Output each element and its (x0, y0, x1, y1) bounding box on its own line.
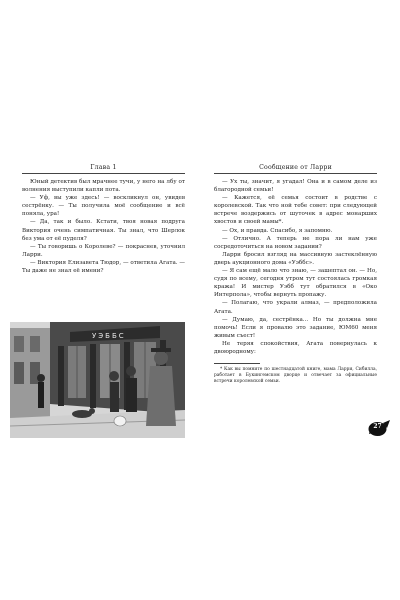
right-paragraph: — Ох, и правда. Спасибо, я запомню. (222, 227, 333, 234)
left-paragraph: — Ты говоришь о Королеве? — покраснев, уточнил Ларри. (22, 243, 185, 258)
left-page (22, 164, 185, 442)
left-running-head: Глава 1 (22, 164, 185, 174)
footnote-divider (214, 363, 260, 364)
shop-sign-text: УЭББС (92, 332, 126, 340)
right-paragraph: Не теряя спокойствия, Агата повернулась к двоюродному: (214, 340, 377, 355)
left-paragraph: — Виктория Елизавета Тюдор, — ответила Агата. — Ты даже не знал её имени? (22, 259, 185, 275)
street-scene-illustration (10, 322, 185, 438)
right-page (214, 164, 382, 442)
page-number-badge (368, 420, 390, 437)
left-body-text (22, 178, 185, 275)
right-paragraph: Ларри бросил взгляд на массивную застеклённую дверь аукционного дома «Уэббс». (214, 251, 377, 266)
right-running-head: Сообщение от Ларри (214, 164, 377, 174)
footnote: * Как вы помните по шестнадцатой книге, мама Ларри, Сибилла, работает в Букингемском дворце и отвечает за официальные встречи королевской семьи. (214, 367, 377, 385)
left-paragraph: — Уф, вы уже здесь! — воскликнул он, увидев сестрёнку. — Ты получила моё сообщение и всё поняла, ура! (22, 195, 185, 218)
right-paragraph: — Полагаю, что украли алмаз, — предположила Агата. (214, 300, 377, 315)
left-paragraph: — Да, так и было. Кстати, твоя новая подруга Виктория очень симпатичная. Ты знал, что Шерлок без ума от её пуделя? (22, 219, 185, 242)
page-number: 27 (373, 423, 382, 430)
right-paragraph: — Думаю, да, сестрёнка... Но ты должна мне помочь! Если я провалю это задание, ЮМ60 меня живым съест! (214, 316, 377, 339)
right-body-text (214, 178, 377, 356)
illustration-drawing (10, 322, 185, 438)
right-paragraph: — Кажется, её семья состоит в родстве с королевской. Так что ной тебе совет: при следующей встрече воздержись от шуточек в адрес монарших хвостов и своей мамы*. (214, 195, 377, 226)
right-paragraph: — Я сам ещё мало что знаю, — зашептал он. — Но, судя по всему, сегодня утром тут состоялась громкая кража! И мистер Уэбб тут обратился в «Око Интерпола», чтобы вернуть пропажу. (214, 268, 377, 299)
right-paragraph: — Ух ты, значит, я угадал! Она и в самом деле из благородной семьи! (214, 179, 377, 194)
right-paragraph: — Отлично. А теперь не пора ли нам уже сосредоточиться на новом задании? (214, 235, 377, 250)
left-paragraph: Юный детектив был мрачнее тучи, у него на лбу от волнения выступили капли пота. (22, 179, 185, 194)
